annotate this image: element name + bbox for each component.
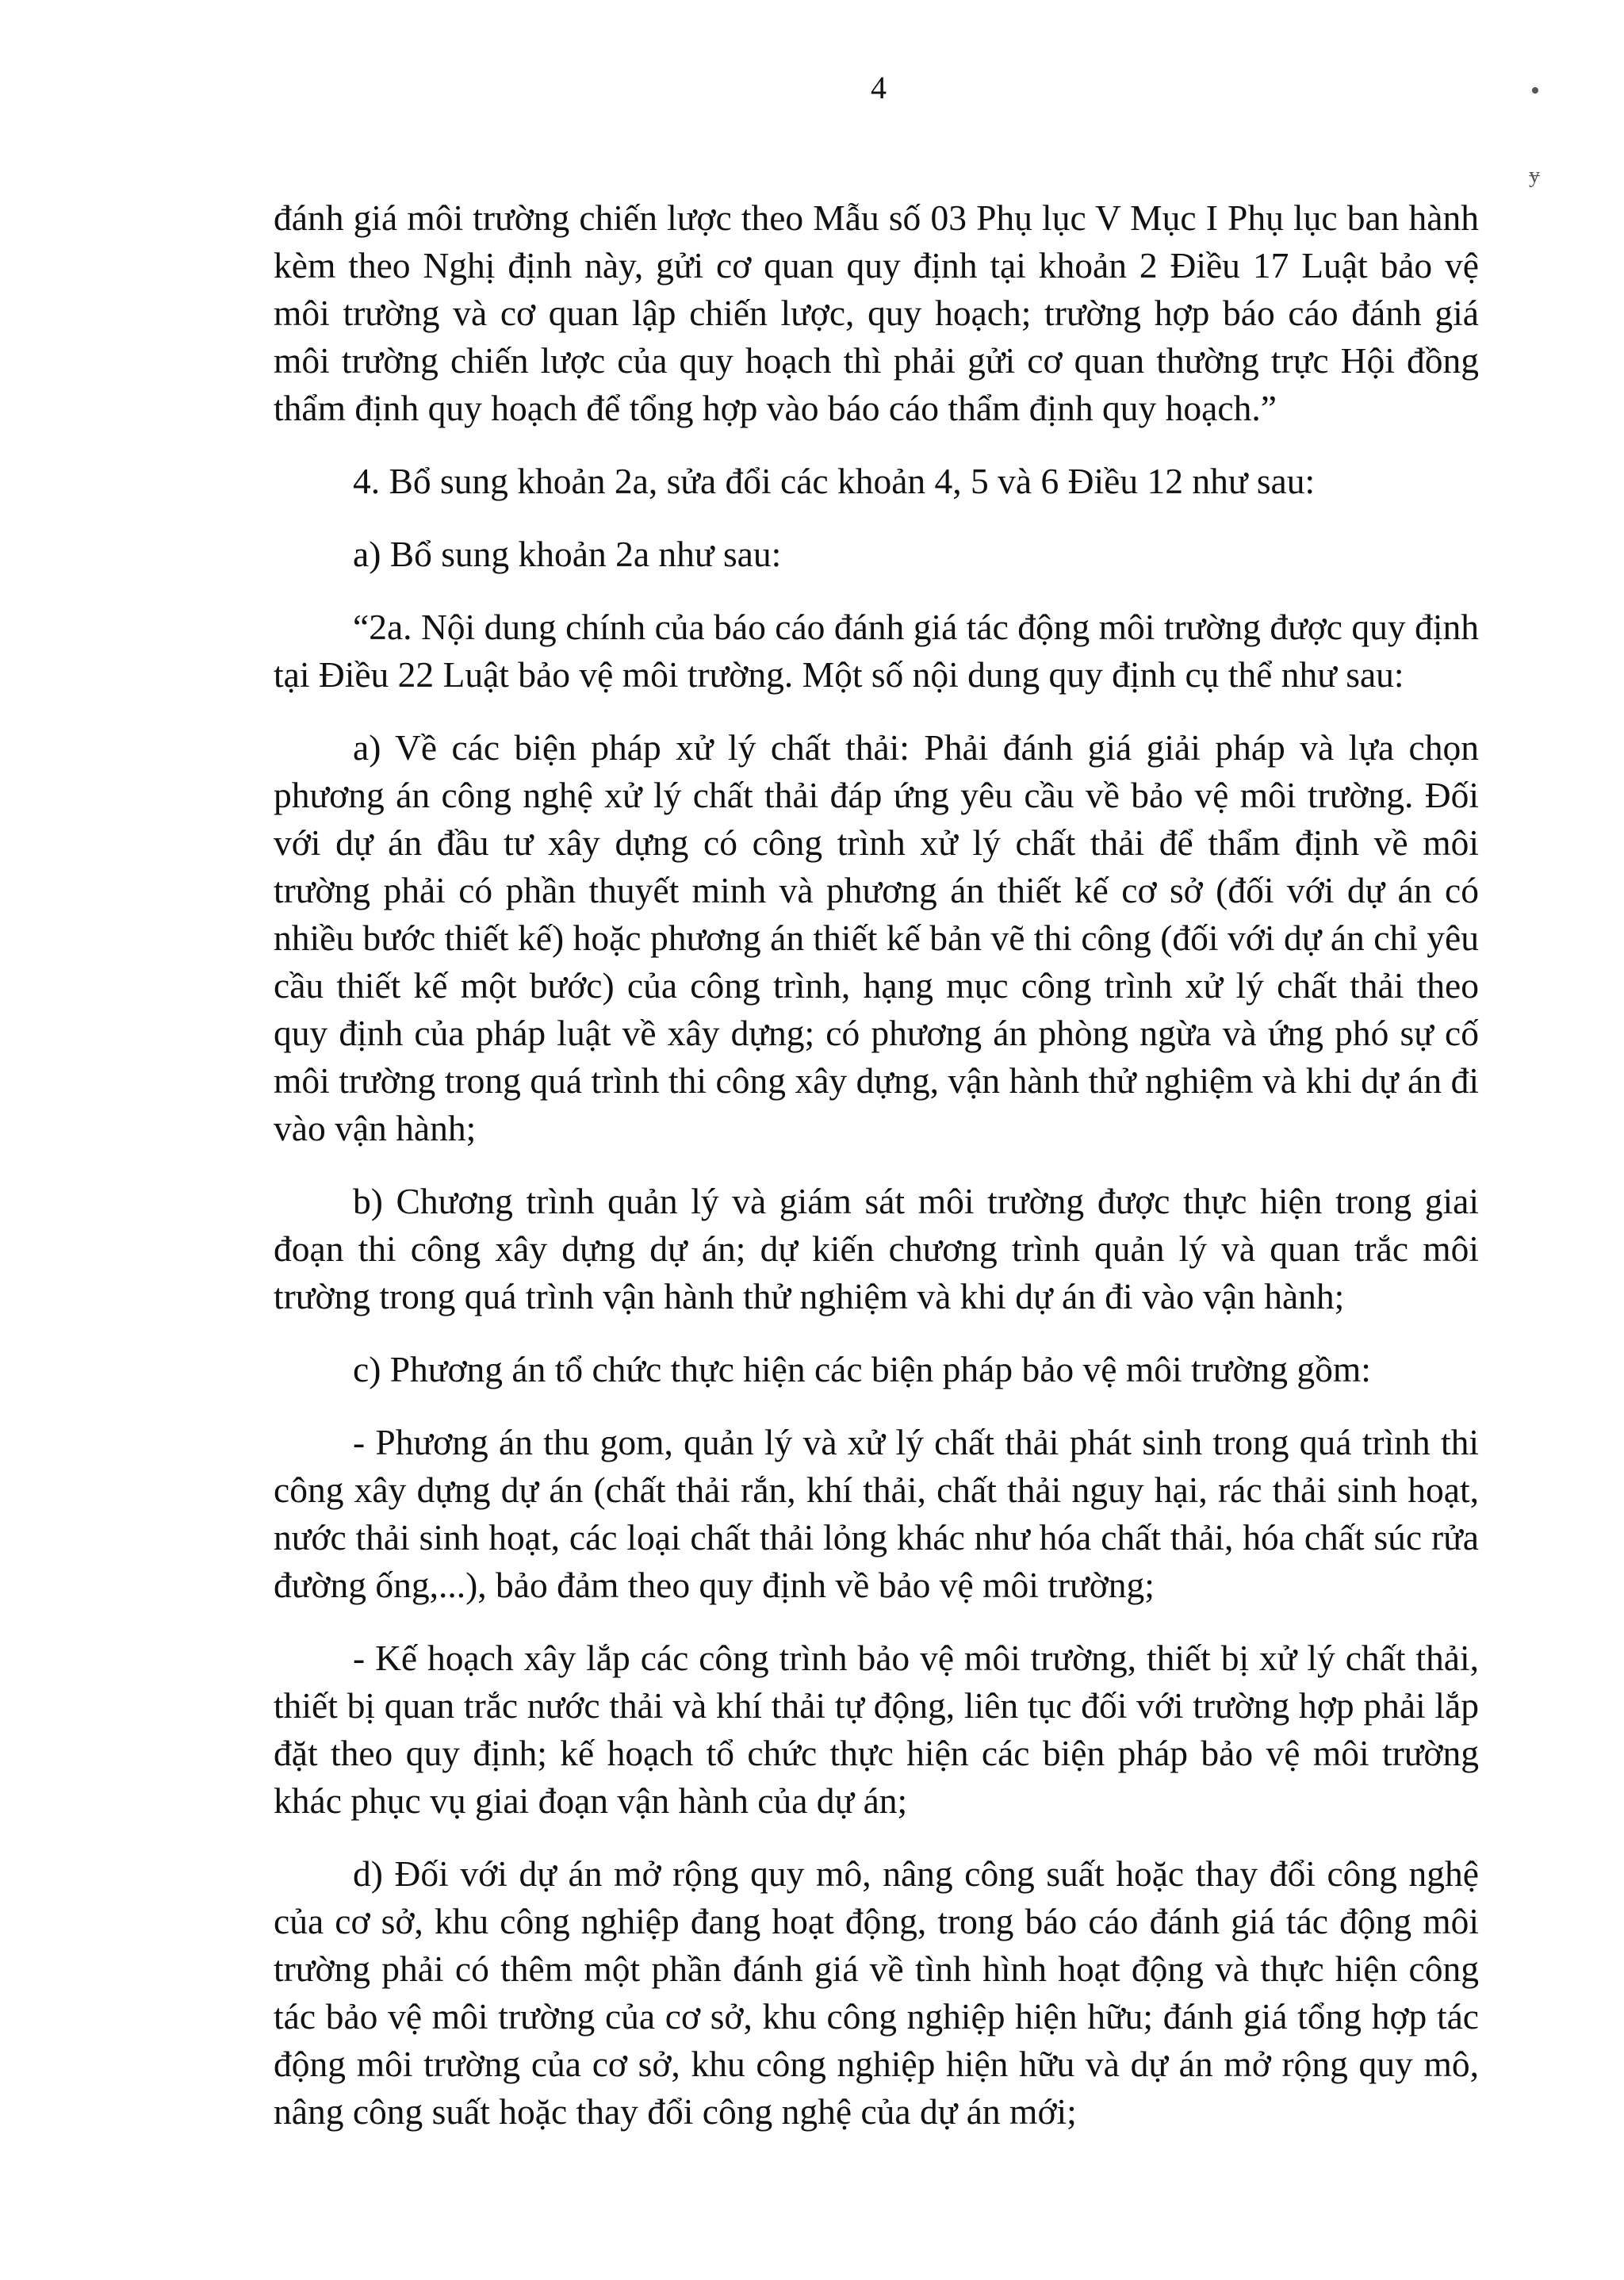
paragraph: a) Về các biện pháp xử lý chất thải: Phải đánh giá giải pháp và lựa chọn phương án công nghệ xử lý chất thải đáp ứng yêu cầu về bảo vệ môi trường. Đối với dự án đầu tư xây dựng có công trình xử lý chất thải để thẩm định về môi trường phải có phần thuyết minh và phương án thiết kế cơ sở (đối với dự án có nhiều bước thiết kế) hoặc phương án thiết kế bản vẽ thi công (đối với dự án chỉ yêu cầu thiết kế một bước) của công trình, hạng mục công trình xử lý chất thải theo quy định của pháp luật về xây dựng; có phương án phòng ngừa và ứng phó sự cố môi trường trong quá trình thi công xây dựng, vận hành thử nghiệm và khi dự án đi vào vận hành; [274, 727, 1479, 1148]
scan-artifact: • [1530, 76, 1540, 105]
body-text [274, 194, 1479, 2161]
paragraph: 4. Bổ sung khoản 2a, sửa đổi các khoản 4, 5 và 6 Điều 12 như sau: [353, 461, 1316, 501]
paragraph: - Phương án thu gom, quản lý và xử lý chất thải phát sinh trong quá trình thi công xây dựng dự án (chất thải rắn, khí thải, chất thải nguy hại, rác thải sinh hoạt, nước thải sinh hoạt, các loại chất thải lỏng khác như hóa chất thải, hóa chất súc rửa đường ống,...), bảo đảm theo quy định về bảo vệ môi trường; [274, 1422, 1479, 1605]
paragraph: - Kế hoạch xây lắp các công trình bảo vệ môi trường, thiết bị xử lý chất thải, thiết bị quan trắc nước thải và khí thải tự động, liên tục đối với trường hợp phải lắp đặt theo quy định; kế hoạch tổ chức thực hiện các biện pháp bảo vệ môi trường khác phục vụ giai đoạn vận hành của dự án; [274, 1638, 1479, 1821]
paragraph: đánh giá môi trường chiến lược theo Mẫu số 03 Phụ lục V Mục I Phụ lục ban hành kèm theo Nghị định này, gửi cơ quan quy định tại khoản 2 Điều 17 Luật bảo vệ môi trường và cơ quan lập chiến lược, quy hoạch; trường hợp báo cáo đánh giá môi trường chiến lược của quy hoạch thì phải gửi cơ quan thường trực Hội đồng thẩm định quy hoạch để tổng hợp vào báo cáo thẩm định quy hoạch.” [274, 197, 1479, 428]
paragraph: c) Phương án tổ chức thực hiện các biện pháp bảo vệ môi trường gồm: [353, 1349, 1371, 1389]
paragraph: “2a. Nội dung chính của báo cáo đánh giá tác động môi trường được quy định tại Điều 22 Luật bảo vệ môi trường. Một số nội dung quy định cụ thể như sau: [274, 607, 1479, 695]
paragraph: d) Đối với dự án mở rộng quy mô, nâng công suất hoặc thay đổi công nghệ của cơ sở, khu công nghiệp đang hoạt động, trong báo cáo đánh giá tác động môi trường phải có thêm một phần đánh giá về tình hình hoạt động và thực hiện công tác bảo vệ môi trường của cơ sở, khu công nghiệp hiện hữu; đánh giá tổng hợp tác động môi trường của cơ sở, khu công nghiệp hiện hữu và dự án mở rộng quy mô, nâng công suất hoặc thay đổi công nghệ của dự án mới; [274, 1853, 1479, 2132]
paragraph: a) Bổ sung khoản 2a như sau: [353, 534, 782, 574]
scan-artifact: ɏ [1529, 163, 1540, 188]
page-number: 4 [871, 70, 887, 105]
paragraph: b) Chương trình quản lý và giám sát môi trường được thực hiện trong giai đoạn thi công xây dựng dự án; dự kiến chương trình quản lý và quan trắc môi trường trong quá trình vận hành thử nghiệm và khi dự án đi vào vận hành; [274, 1181, 1479, 1316]
